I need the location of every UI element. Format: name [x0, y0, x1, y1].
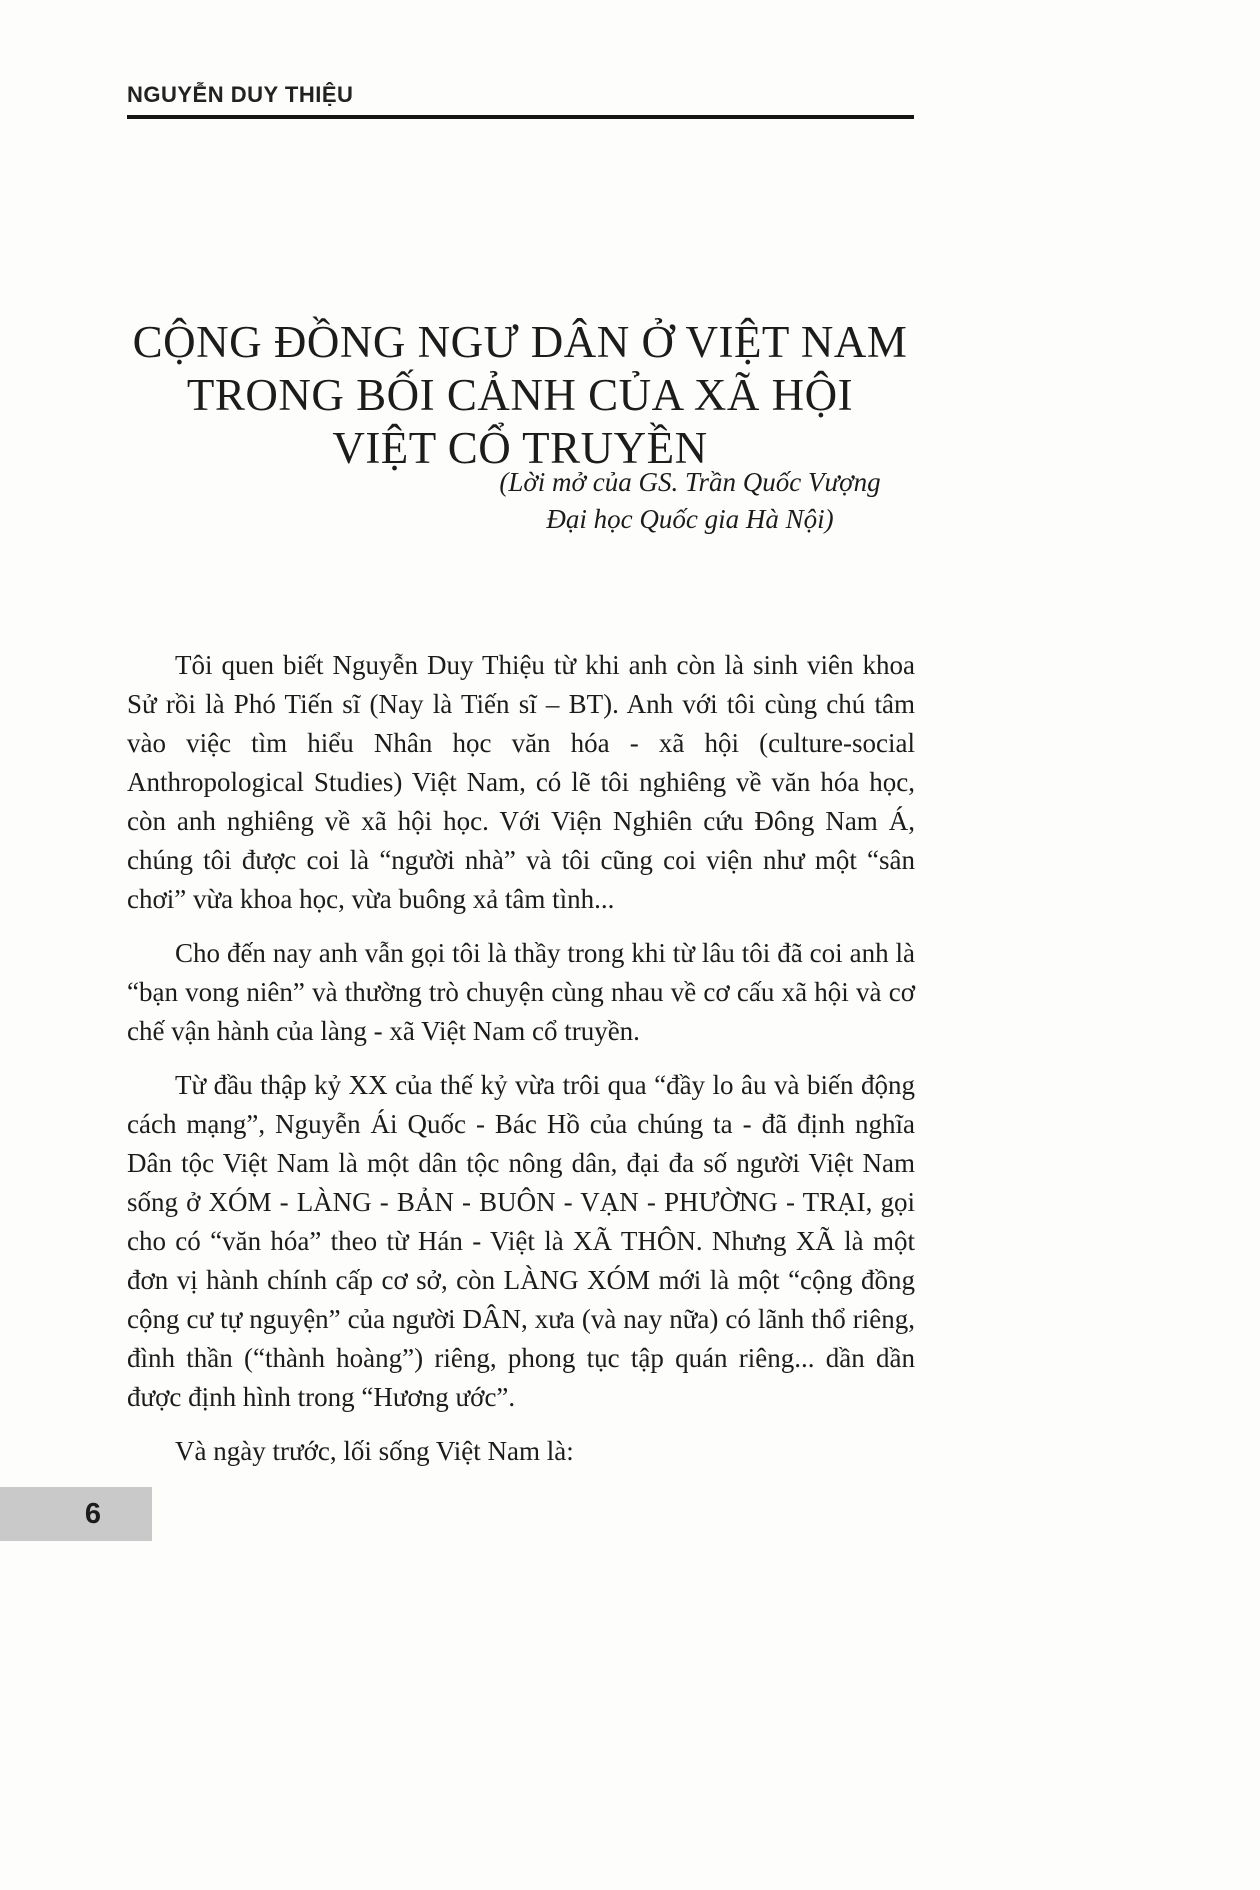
paragraph-4: Và ngày trước, lối sống Việt Nam là: [175, 1436, 574, 1466]
paragraph-1: Tôi quen biết Nguyễn Duy Thiệu từ khi anh còn là sinh viên khoa Sử rồi là Phó Tiến sĩ (Nay là Tiến sĩ – BT). Anh với tôi cùng chú tâm vào việc tìm hiểu Nhân học văn hóa - xã hội (culture-social Anthropological Studies) Việt Nam, có lẽ tôi nghiêng về văn hóa học, còn anh nghiêng về xã hội học. Với Viện Nghiên cứu Đông Nam Á, chúng tôi được coi là “người nhà” và tôi cũng coi viện như một “sân chơi” vừa khoa học, vừa buông xả tâm tình... [127, 650, 915, 914]
page-number: 6 [84, 1497, 102, 1530]
chapter-title [100, 316, 940, 475]
running-head: NGUYỄN DUY THIỆU [127, 82, 354, 107]
byline-line-2: Đại học Quốc gia Hà Nội) [546, 504, 834, 534]
header-rule [127, 115, 914, 119]
paragraph-3: Từ đầu thập kỷ XX của thế kỷ vừa trôi qua “đầy lo âu và biến động cách mạng”, Nguyễn Ái Quốc - Bác Hồ của chúng ta - đã định nghĩa Dân tộc Việt Nam là một dân tộc nông dân, đại đa số người Việt Nam sống ở XÓM - LÀNG - BẢN - BUÔN - VẠN - PHƯỜNG - TRẠI, gọi cho có “văn hóa” theo từ Hán - Việt là XÃ THÔN. Nhưng XÃ là một đơn vị hành chính cấp cơ sở, còn LÀNG XÓM mới là một “cộng đồng cộng cư tự nguyện” của người DÂN, xưa (và nay nữa) có lãnh thổ riêng, đình thần (“thành hoàng”) riêng, phong tục tập quán riêng... dần dần được định hình trong “Hương ước”. [127, 1070, 915, 1412]
byline [470, 464, 910, 538]
chapter-title-line-3: VIỆT CỔ TRUYỀN [332, 423, 708, 474]
byline-line-1: (Lời mở của GS. Trần Quốc Vượng [499, 467, 881, 497]
chapter-title-line-1: CỘNG ĐỒNG NGƯ DÂN Ở VIỆT NAM [132, 317, 908, 368]
paragraph-2: Cho đến nay anh vẫn gọi tôi là thầy trong khi từ lâu tôi đã coi anh là “bạn vong niên” và thường trò chuyện cùng nhau về cơ cấu xã hội và cơ chế vận hành của làng - xã Việt Nam cổ truyền. [127, 938, 915, 1046]
page-number-band [0, 1487, 152, 1541]
chapter-title-line-2: TRONG BỐI CẢNH CỦA XÃ HỘI [186, 370, 854, 421]
body-text [127, 646, 915, 1486]
